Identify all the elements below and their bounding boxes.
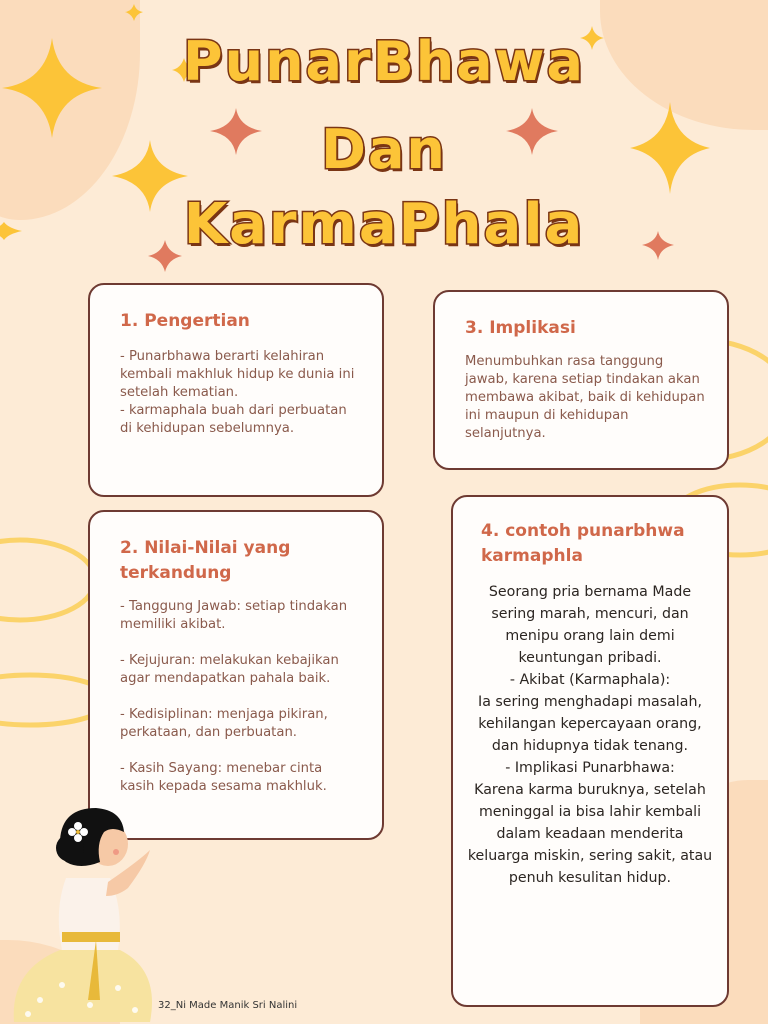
- title-line-2: Dan: [321, 118, 447, 181]
- sash-shape: [62, 932, 120, 942]
- author-credit: 32_Ni Made Manik Sri Nalini: [158, 1000, 298, 1011]
- card-heading: 4. contoh punarbhwa karmaphla: [481, 521, 685, 566]
- sparkle-star-icon: [125, 4, 143, 21]
- title-line-1: PunarBhawa: [183, 30, 585, 93]
- card-heading: 3. Implikasi: [465, 318, 576, 338]
- card-body: - Punarbhawa berarti kelahiran kembali makhluk hidup ke dunia ini setelah kematian. - karmaphala buah dari perbuatan di kehidupan sebelumnya.: [120, 349, 355, 436]
- ring-icon: [0, 540, 95, 620]
- card-heading: 2. Nilai-Nilai yang terkandung: [120, 538, 291, 583]
- card-pengertian: [88, 283, 384, 497]
- praying-girl-illustration: [0, 800, 170, 1024]
- card-contoh: [451, 495, 729, 1007]
- skirt-shape: [14, 950, 152, 1022]
- card-body: Seorang pria bernama Made sering marah, mencuri, dan menipu orang lain demi keuntungan pribadi. - Akibat (Karmaphala): Ia sering menghadapi masalah, kehilangan kepercayaan orang, dan hidupnya tidak tenang. - Implikasi Punarbhawa: Karena karma buruknya, setelah meninggal ia bisa lahir kembali dalam keadaan menderita keluarga miskin, sering sakit, atau penuh kesulitan hidup.: [467, 584, 713, 886]
- card-implikasi: [433, 290, 729, 470]
- card-heading: 1. Pengertian: [120, 311, 250, 331]
- card-body: Menumbuhkan rasa tanggung jawab, karena setiap tindakan akan membawa akibat, baik di kehidupan ini maupun di kehidupan selanjutnya.: [465, 354, 705, 441]
- card-body: - Tanggung Jawab: setiap tindakan memiliki akibat. - Kejujuran: melakukan kebajikan agar mendapatkan pahala baik. - Kedisiplinan: menjaga pikiran, perkataan, dan perbuatan. - Kasih Sayang: menebar cinta kasih kepada sesama makhluk.: [120, 599, 348, 794]
- card-nilai: [88, 510, 384, 840]
- title-line-3: KarmaPhala: [183, 192, 585, 257]
